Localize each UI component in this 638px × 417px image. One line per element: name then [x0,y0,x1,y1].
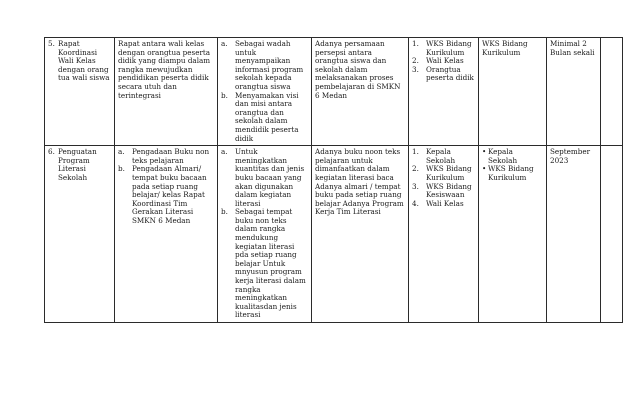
list-item: 3. WKS Bidang Kesiswaan [412,181,472,200]
sasaran-cell [479,38,547,146]
pj-cell [409,38,479,146]
table-row [45,38,623,146]
item-number: 5. [48,39,55,48]
waktu-text: September 2023 [550,147,591,165]
list-item: a. Untuk meningkatkan kuantitas dan jenis buku bacaan yang akan digunakan dalam kegiatan literasi [221,147,305,208]
list-item: • Kepala Sekolah [482,147,518,165]
table-row [45,146,623,323]
list-item: 2. Wali Kelas [412,56,464,66]
waktu-cell [547,146,601,323]
tujuan-cell [218,146,312,323]
kegiatan-cell [45,146,115,323]
bullet-icon: • [482,147,487,157]
list-item: 1. WKS Bidang Kurikulum [412,39,472,57]
list-item: 2. WKS Bidang Kurikulum [412,164,472,182]
list-item: b. Menyamakan visi dan misi antara orangtua dan sekolah dalam mendidik peserta didik [221,90,299,143]
program-table [44,37,623,323]
list-item: 3. Orangtua peserta didik [412,64,474,83]
tujuan-cell [218,38,312,146]
deskripsi-text: Rapat antara wali kelas dengan orangtua peserta didik yang diampu dalam rangka mewujudkan pendidikan peserta didik secara utuh dan terintegrasi [118,39,211,100]
list-item: a. Pengadaan Buku non teks pelajaran [118,147,210,165]
sasaran-cell [479,146,547,323]
indikator-text: Adanya buku noon teks pelajaran untuk dimanfaatkan dalam kegiatan literasi baca Adanya almari / tempat buku pada setiap ruang belajar Adanya Program Kerja Tim Literasi [315,147,404,217]
deskripsi-cell [115,146,218,323]
item-number: 6. [48,147,55,157]
kegiatan-cell [45,38,115,146]
list-item: 4. Wali Kelas [412,198,464,208]
list-item: • WKS Bidang Kurikulum [482,164,534,182]
empty-cell [601,146,623,323]
waktu-cell [547,38,601,146]
list-item: b. Sebagai tempat buku non teks dalam rangka mendukung kegiatan literasi pda setiap ruang belajar Untuk mnyusun program kerja literasi dalam rangka meningkatkan kualitasdan jenis literasi [221,207,306,320]
deskripsi-cell [115,38,218,146]
sasaran-text: WKS Bidang Kurikulum [482,39,528,57]
bullet-icon: • [482,164,487,174]
list-item: 1. Kepala Sekolah [412,147,456,165]
indikator-text: Adanya persamaan persepsi antara orangtua siswa dan sekolah dalam melaksanakan proses pembelajaran di SMKN 6 Medan [315,39,401,100]
pj-cell [409,146,479,323]
waktu-text: Minimal 2 Bulan sekali [550,39,595,57]
list-item: b. Pengadaan Almari/ tempat buku bacaan pada setiap ruang belajar/ kelas Rapat Koordinasi Tim Gerakan Literasi SMKN 6 Medan [118,164,207,225]
indikator-cell [312,38,409,146]
list-item: a. Sebagai wadah untuk menyampaikan informasi program sekolah kepada orangtua siswa [221,39,304,91]
indikator-cell [312,146,409,323]
empty-cell [601,38,623,146]
kegiatan-text: Penguatan Program Literasi Sekolah [58,147,97,182]
kegiatan-text: Rapat Koordinasi Wali Kelas dengan orang tua wali siswa [58,39,110,83]
